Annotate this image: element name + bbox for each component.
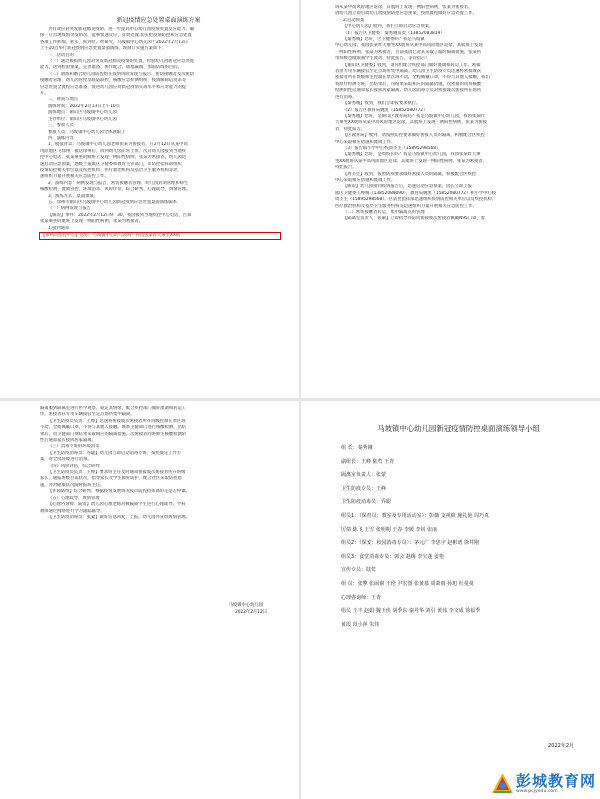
text-line: 班从某中高风险地区返徐，其航班上发现一例阳性病例，张某为密接者。 [335, 5, 473, 10]
text-line: 辖区卫健委王峥梅（13852089090），教育局姚凯（15852080772）和小学中心校 [335, 190, 497, 196]
text-line: （2）报告区教育局姚凯（15852080772） [343, 107, 428, 113]
text-line: 【秦秀娥】您好，区卫健委吗？我是马坡镇 [343, 37, 425, 43]
text-line: 四、演练内容 [48, 135, 74, 141]
text-line: 主办单位：铜山区马坡镇中心幼儿园 [48, 116, 117, 122]
watermark-url: www.pcjyedu.com [515, 788, 558, 794]
text-line: 张某乘坐的航班上发现一例阳性病例，张某为密接者。 [40, 219, 144, 225]
text-line: 速启动应急预案，逐级上报镇区卫健委和教育主管部门，市防控指挥部组织 [40, 161, 182, 167]
text-line: 家长，通报班级目前状况，指导家长及学生做好防护，配合社区采取防控措 [40, 476, 182, 482]
text-line: 二、时间与地点 [48, 97, 79, 103]
member-line: 黄霞 段小萍 朱伟 [341, 621, 380, 628]
text-line: 作，密接者在专用车辆接驳至定点场所集中隔离。 [40, 412, 135, 418]
text-line: 演练地点：铜山区马坡镇中心幼儿园 [48, 110, 117, 116]
text-line: （一）通过模拟幼儿园对突发新冠肺炎疫情的处置，检验幼儿园新冠应急处置 [48, 59, 195, 65]
text-line: 3、演练方式：桌面推演。 [48, 193, 98, 199]
text-line: （3）报告镇小学中心校周圣生（15895298568） [343, 145, 441, 151]
body-text [40, 27, 277, 232]
document-date: 2022年2月 [548, 743, 574, 749]
member-line: 宣传专员：陆莺 [341, 567, 377, 574]
body-text [40, 406, 277, 521]
text-line: 速组织力量开展相关应急防控工作。 [40, 174, 109, 180]
signature-date: 2022年2月12日 [234, 609, 267, 615]
text-line: 各项工作抓细、抓实、抓到位。经研究，马坡镇中心幼儿园于2022年2月13日 [40, 39, 189, 45]
text-line: 一例阳性病例，张某为密接者，目前我园已对其采取了临时隔离措施，张某所 [335, 49, 482, 55]
text-line: 2.启动预案 [343, 17, 365, 23]
member-line: 组 员：张擎 张闹谢 王伦 尹宏图 张黄慕 周萧雨 孙旭 杜曼曼 [341, 580, 474, 587]
text-line: 医疗救治机构及基层卫生服务机构等迅速组织力量开展相关应急防控工作。 [335, 203, 477, 209]
page-title: 新冠疫情应急处置桌面演练方案 [116, 17, 201, 24]
member-line: 隔离室负责人：张蒙 [341, 472, 387, 479]
text-line: 五、徐州市铜山区马坡镇中心幼儿园新冠疫情应急处置桌面演练脚本 [48, 199, 177, 205]
text-line: 接触者管理、幼儿园管控及联防联控、核酸应急检测组织、疫情解除后消杀等 [40, 78, 187, 84]
text-line: 【解说】幼儿园接到疫情报告后，迅速启动应急预案，园长立即上报 [343, 184, 472, 190]
member-line: 组 长：秦秀娥 [341, 445, 373, 451]
text-line: 密接者所在班级师生控制在原区域不动，全程佩戴口罩，不得与其他人接触。我们 [335, 75, 490, 81]
member-line: 厉倩 陈飞 王雪 张明明 王春 李媛 李钊 张丽 [341, 526, 438, 533]
page-1 [0, 0, 299, 398]
text-line: 风险地区飞徐州，抵达徐州后，回到幼儿园正常上班。次日幼儿园接到当地疾 [40, 148, 187, 154]
text-line: 【秦秀娥】您好，是周校长吗？我是马坡镇中心幼儿园，我园张某昨天乘 [343, 152, 481, 158]
signature-org: 马坡镇中心幼儿园 [228, 603, 263, 609]
text-line: 演练时间：2022年2月13日上午10点 [48, 103, 120, 109]
text-line: 【卫生防疫员负责：王峥】要求班主任及时通知密接或次密接者所在班级 [48, 470, 186, 476]
text-line: 【铜山区卫健委】收到，请你们配合疾控部门做好流调和转运工作。密接 [343, 62, 481, 68]
text-line: （四）风险评估，综合研判 [48, 463, 100, 469]
page-4 [301, 401, 600, 799]
text-line: 升。 [40, 91, 49, 97]
text-line: 【秦秀娥】您好，是铜山区教育局吗？我是马坡镇中心幼儿园，我园张某昨 [343, 113, 485, 119]
text-line: 中心幼儿园，我园张某昨天乘坐XX航班从某中高风险地区返徐，其航班上发现 [335, 43, 483, 49]
page-2 [301, 0, 600, 398]
text-line: 能力，达到检验预案、完善准备、协作配合、堵塞漏洞、加固防线的目的。 [40, 65, 182, 71]
member-line: 组员 王丰 赵娟 魏玉侠 胡季东 秦丹华 刘引 黄伟 李文成 徐福季 [341, 608, 481, 615]
text-line: 带班级也做限制学生流动、特此报告，等待指示！ [335, 56, 430, 62]
text-line: 2、演练内容：病例发现与报告、密切接触者管理、幼儿园封闭管理和师生 [48, 180, 189, 186]
text-line: （二）锻炼和磨合幼儿园防控组在疫情风险发现与报告、密切接触者及次密切 [48, 71, 195, 77]
site-watermark [491, 771, 596, 796]
text-line: （二）密切接触者转运、集中隔离点的管理 [343, 210, 425, 215]
text-line: 隔离服到隔离室进行医学观察，稳定其情绪，配合疾控部门做好流调和转运工 [40, 406, 187, 411]
text-line: 教师通过网络进行学习跟踪辅导。 [40, 508, 105, 514]
member-line: 组员1：（保育员：教室及专用活动室）：彭薇 支视筱 施礼艳 周巧真 [341, 512, 489, 519]
member-line: 卫生防疫专员：王峥 [341, 485, 387, 492]
text-line: 请幼儿园立即启动幼儿园疫情防控应急预案，按照流程做好应急处置工作。 [335, 11, 477, 17]
text-line: 果后，由卫健部门视结果采取相应的隔离措施。次密接者同班师生核酸检测阴 [40, 431, 187, 437]
text-line: 【中心幼儿园】收到，我们立即启动应急预案。 [343, 24, 434, 30]
text-line: 进行消毒。 [335, 94, 357, 100]
member-list [341, 442, 576, 632]
text-line: （五）心理疏导，舆情管理 [48, 495, 100, 501]
committee-title: 马坡镇中心幼儿园新冠疫情防控桌面演练领导小组 [377, 424, 540, 433]
text-line: 特此报告。 [335, 165, 357, 171]
text-line: （一）病例发现与报告 [48, 206, 91, 212]
text-line: 【心理咨询师：陆莺】幼儿园心理老师对被隔离学生进行心理疏导。学科 [48, 502, 186, 508]
text-line: 疫情防控相关单位以及疾控机构、医疗救治机构及基层卫生服务机构等迅 [40, 167, 178, 173]
text-line: 性后通知家长接回居家隔离。 [40, 438, 96, 444]
text-line: 中心采取相应措施和流调工作。 [335, 139, 396, 145]
text-line: 应急处置全流程应急准备，促进幼儿园应对新冠疫情实战水平和应对能力的提 [40, 84, 187, 90]
text-line: （三）消毒专班的环境消杀 [48, 444, 100, 450]
text-line: 【隔离室负责人：张蒙】立即指导并陪同密接或次密接者佩戴N95口罩、着 [343, 216, 485, 222]
text-line: 者由专用车辆接驳至定点场所集中隔离。幼儿园卫生防疫专员迅速将密接或次 [335, 69, 482, 75]
text-line: 周圣生（15895298568）。区防控指挥部迅速组织疫情防控相关单位以及疾控机构、 [335, 197, 497, 203]
member-line: 副组长：王峥 陆莺 王青 [341, 458, 395, 465]
member-line: 组员3：食堂消毒专员：郭会 赵梅 李宝蓬 姜艳 [341, 553, 444, 560]
text-line: 【作园防组】综合研判，根据疫情发展情况按市防控指挥部审定是否停课。 [48, 489, 190, 495]
text-line: 坐XX航班从某中高风险地区返徐，其航班上发现一例阳性病例，张某为密接者， [335, 158, 487, 164]
text-line: 【卫生防疫员负责：王峥】迅速将密接或次密接者所在班级控制在原区域 [48, 418, 186, 424]
text-line: 【解说】事件：2022年2月12日9：30，我园接到当地疾控中心电话，告知 [48, 212, 192, 218]
text-line: 三、参加人员 [48, 123, 74, 129]
member-line: 组员2：（保安：校园消毒专员）：茅元广 李思宇 赵彬谱 徐井刚 [341, 540, 479, 547]
text-line: 案，对全园环境进行消毒。 [40, 457, 92, 463]
text-line: 【卫生防疫消毒员：乔聪】幼儿园立即启动消毒专班，按照规定工作方 [48, 450, 182, 456]
text-line: 【卫生防疫消毒员：张蒙】做好信息回复、上报。幼儿园外宣组舆情管理。 [48, 514, 190, 520]
member-line: 卫生防疫消毒员：乔聪 [341, 499, 392, 506]
text-line: （1）报告区卫健委：秦秀娥负责（13852083819） [343, 30, 445, 36]
text-line: 控中心电话，张某乘坐的航班上发现一例阳性病例，张某为密接者。幼儿园迅 [40, 155, 187, 161]
text-line: 上午10点举行新冠疫情应急处置桌面演练，现制订实施方案如下： [40, 46, 166, 52]
text-line: 为有效应对突发新冠肺炎疫情，进一步提高中心幼儿园疫情处置反应能力，确 [48, 27, 195, 32]
text-line: 中心采取相应措施和流调工作。 [335, 177, 396, 183]
watermark-logo-icon [491, 772, 514, 795]
text-line: 施，并对健康状况随时报班主任。 [40, 482, 105, 488]
body-text [335, 5, 578, 223]
text-line: 保一旦出现疫情突发情况，能够快速反应，有效处置,切实把疫情防控和应急处置 [40, 33, 192, 39]
text-line: 1.接到通知 [48, 225, 70, 231]
text-line: 将派疗检测专班，出结果后，司结果采取相应的隔离措施。次密接的同班核酸 [335, 81, 482, 87]
highlighted-dialogue-box: 【徐州市疾控中心】您好，马坡镇中心幼儿园吗？你园张某昨天乘坐XX航 [39, 232, 281, 240]
text-line: 检测阴性后通知家长接回居家隔离。幼儿园消毒专员对密接或次密接所在场所 [335, 88, 482, 94]
text-line: 核酸检测、流调管控、环境消杀、风险评估、综合研判、心理疏导、舆情管理。 [40, 187, 191, 193]
text-line: 1、模拟背景：马坡镇中心幼儿园老师张某为密接者，在2月12日从某中高 [48, 142, 188, 148]
text-line: 者，特此报告。 [335, 126, 366, 132]
text-line: 【区教育局】收到，请按照防控要求做好密接人员的隔离，积极配合区疾控 [343, 133, 485, 139]
text-line: 天乘坐XX航班从某中高风险地区返徐，其航班上发现一例阳性病例，张某为密接 [335, 120, 487, 126]
member-line: 心理咨询师：王青 [341, 594, 382, 601]
text-line: 参演人员：马坡镇中心幼儿园全体教职工 [48, 129, 126, 135]
text-line: 【周圣生】收到，按照防疫要求做好密接人员的隔离，积极配合区疾控 [343, 171, 477, 177]
watermark-text: 彭城教育网 [515, 771, 596, 790]
page-3 [0, 401, 299, 799]
text-line: 一、活动目的 [48, 52, 74, 58]
text-line: 不动，全程佩戴口罩，不得与其他人接触。联系卫健部门进行核酸检测，出结 [40, 425, 187, 431]
text-line: 【秦秀娥】收到，我们立即按要求执行。 [343, 101, 421, 107]
